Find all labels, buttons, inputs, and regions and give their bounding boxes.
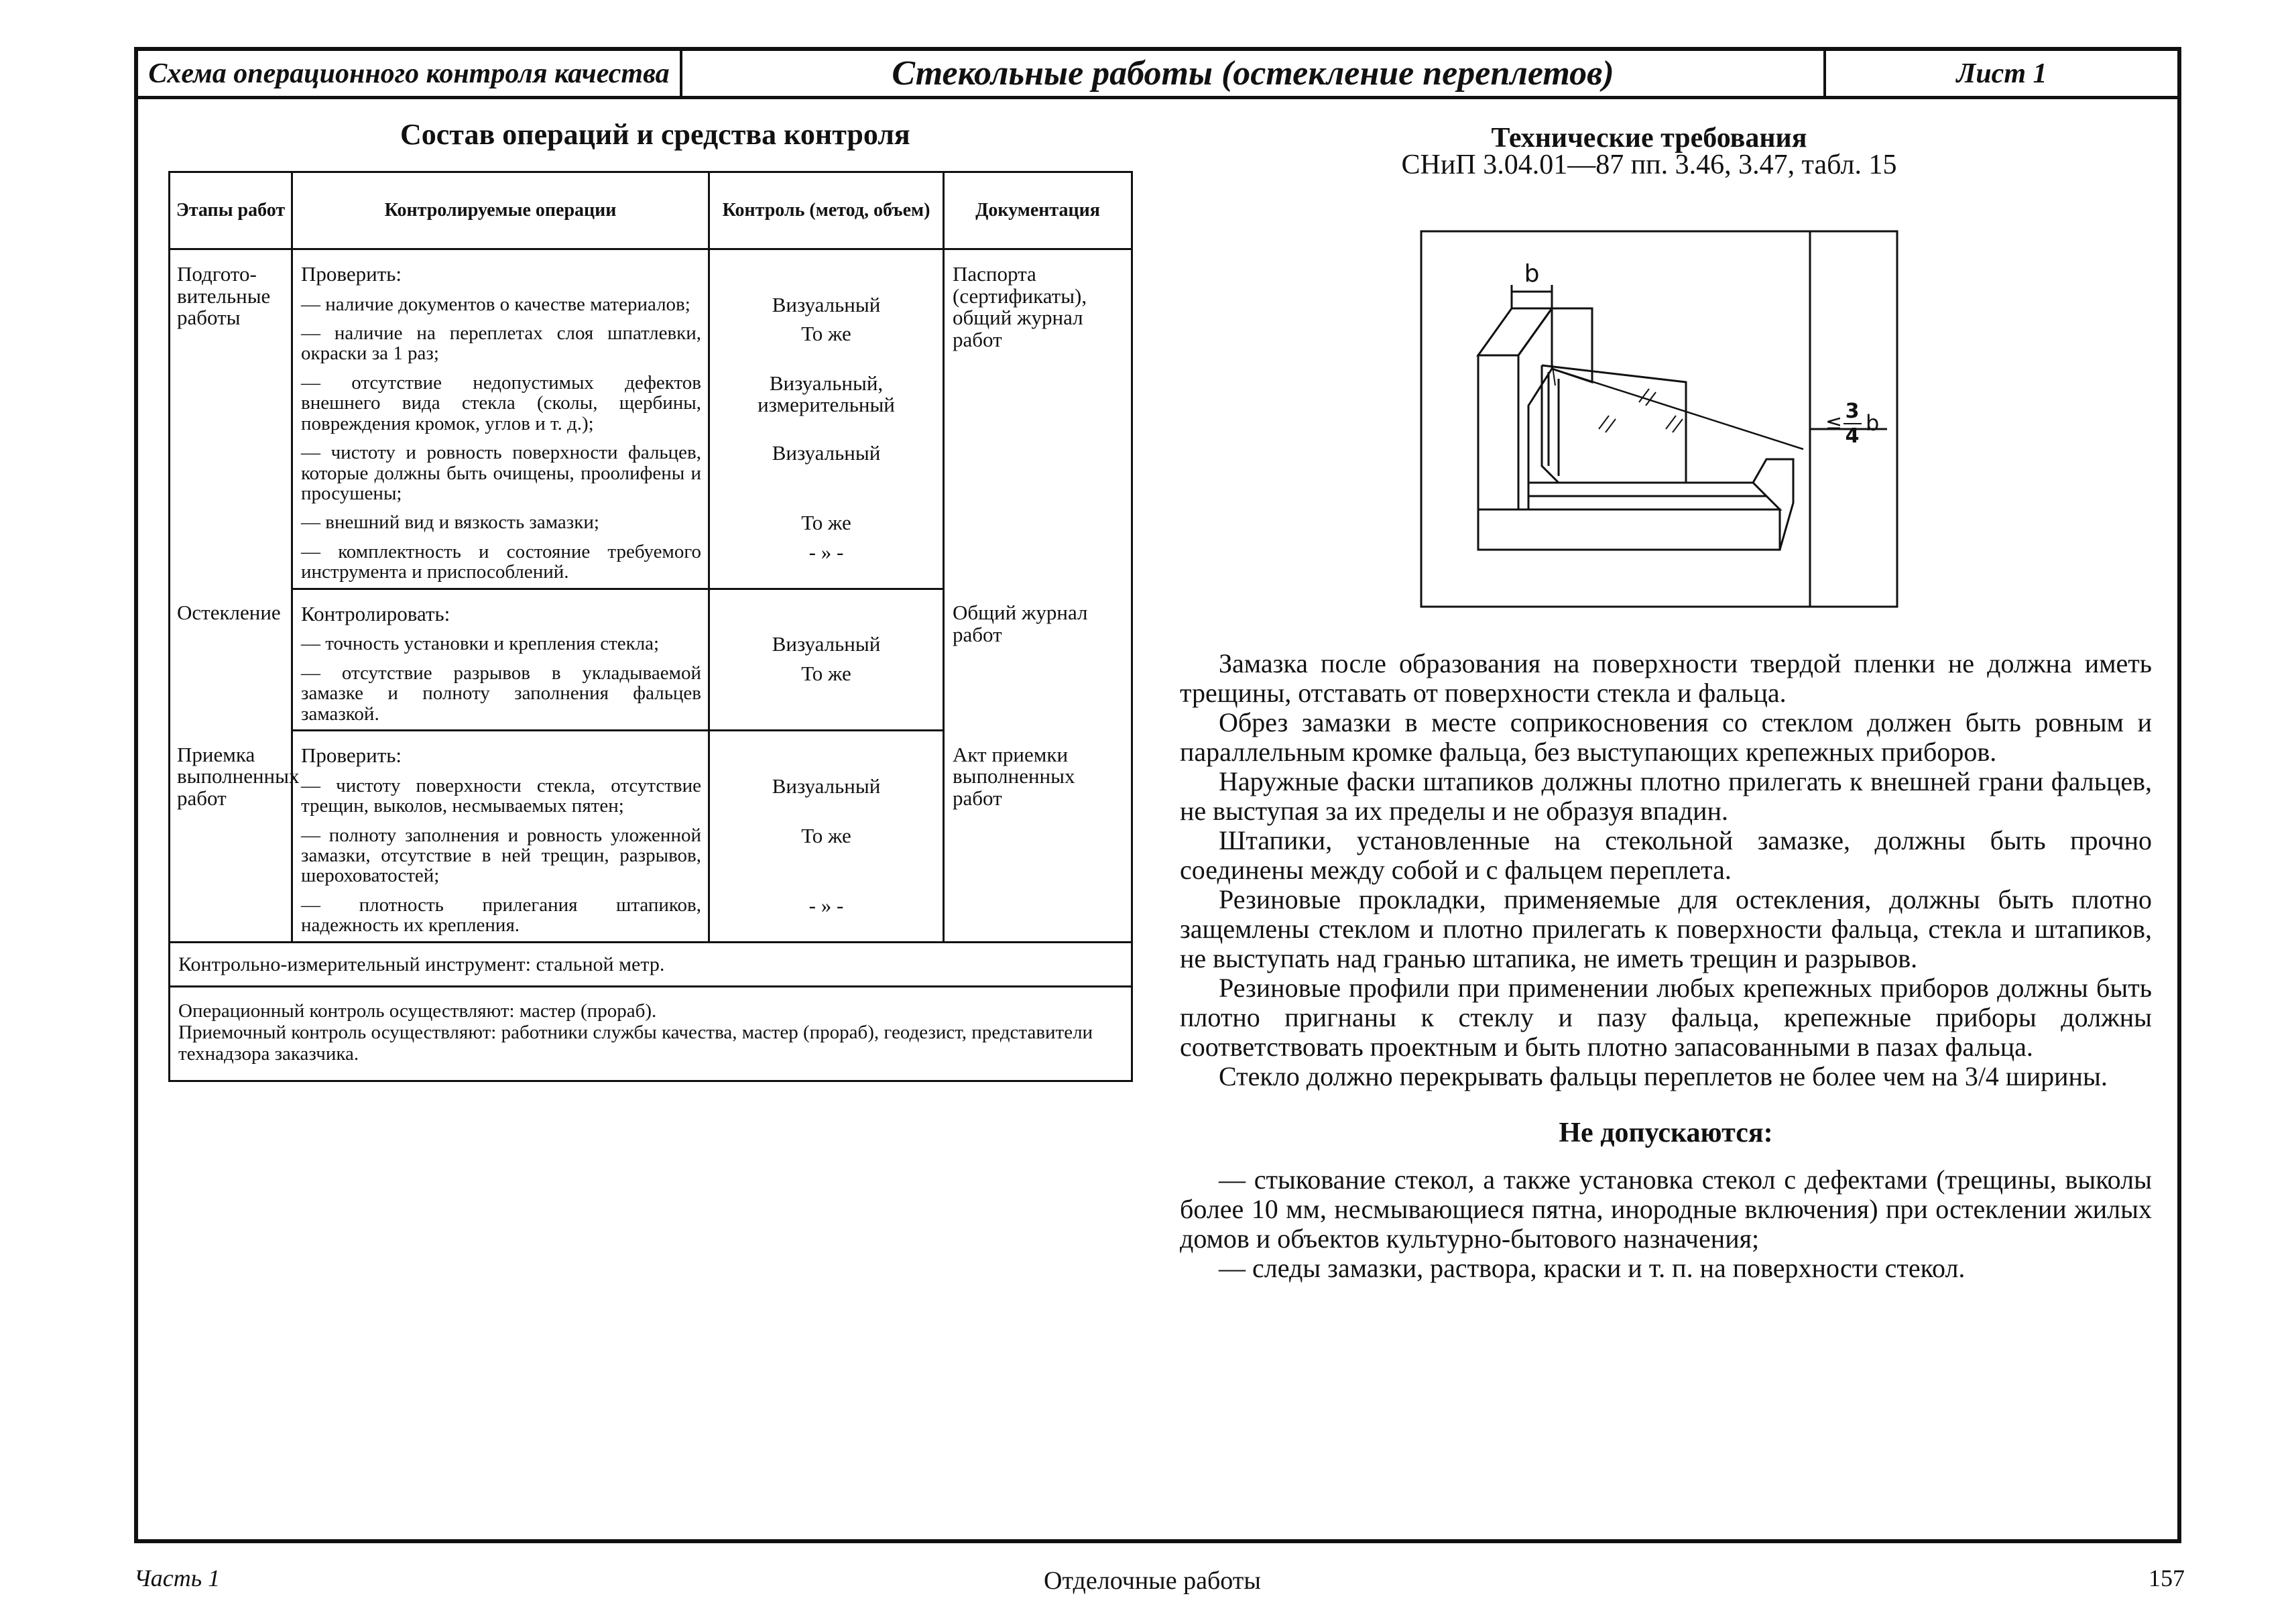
table-header-row — [170, 172, 1132, 249]
page-number: 157 — [2149, 1565, 2185, 1591]
not-allowed-heading: Не допускаются: — [1559, 1118, 1773, 1148]
column-header-operations: Контролируемые операции — [292, 172, 709, 249]
method-cell: Визуальный — [709, 630, 944, 659]
table-row — [170, 249, 1132, 291]
header-work-title: Стекольные работы (остекление переплетов) — [682, 51, 1826, 96]
frame-top-face — [1478, 308, 1552, 355]
label-b: b — [1524, 260, 1540, 288]
operation-intro: Проверить: — [292, 249, 709, 291]
header-bar — [138, 51, 2177, 99]
requirement-paragraph: Резиновые прокладки, применяемые для остекления, должны быть плотно защемлены стеклом и плотно прилегать к поверхности фальца, стекла и штапиков, не выступать над гранью штапика, не иметь трещин и разрывов. — [1180, 884, 2152, 973]
column-header-control: Контроль (метод, объем) — [709, 172, 944, 249]
method-cell: - » - — [709, 538, 944, 589]
operation-cell: — отсутствие недопустимых дефектов внешнего вида стекла (сколы, щербины, повреждения кромок, углов и т. д.); — [292, 369, 709, 439]
operation-cell: — наличие на переплетах слоя шпатлевки, окраски за 1 раз; — [292, 320, 709, 369]
stage-cell: Остекление — [170, 589, 292, 730]
footer-section: Отделочные работы — [1044, 1567, 1261, 1595]
not-allowed-item: — следы замазки, раствора, краски и т. п. на поверхности стекол. — [1219, 1253, 1966, 1283]
acceptance-control-note: Приемочный контроль осуществляют: работники службы качества, мастер (прораб), геодезист, представители технадзора заказчика. — [178, 1022, 1093, 1065]
instrument-note: Контрольно-измерительный инструмент: стальной метр. — [170, 942, 1132, 987]
snip-reference: СНиП 3.04.01—87 пп. 3.46, 3.47, табл. 15 — [1401, 149, 1897, 180]
method-cell: То же — [709, 509, 944, 538]
label-b-2: b — [1866, 410, 1880, 436]
frame-side-face — [1518, 308, 1552, 509]
tech-requirements-title: Технические требования — [1491, 123, 1807, 154]
requirement-paragraph: Штапики, установленные на стекольной замазке, должны быть прочно соединены между собой и с фальцем переплета. — [1180, 825, 2152, 885]
method-cell: Визуальный — [709, 772, 944, 822]
label-le: ≤ — [1825, 411, 1843, 434]
stage-cell: Подгото-вительные работы — [170, 249, 292, 589]
operational-control-note: Операционный контроль осуществляют: мастер (прораб). — [178, 1000, 657, 1022]
requirement-paragraph: Резиновые профили при применении любых крепежных приборов должны быть плотно пригнаны к стеклу и пазу фальца, крепежные приборы должны соответствовать проектным и быть плотно запасованными в пазах фальца. — [1180, 973, 2152, 1062]
glass-pane — [1542, 365, 1686, 483]
operation-cell: — чистоту и ровность поверхности фальцев, которые должны быть очищены, проолифены и просушены; — [292, 439, 709, 509]
glazing-rebate-drawing — [1418, 228, 1900, 610]
frame-front-face — [1478, 355, 1518, 509]
stage-group-preparation — [170, 249, 1132, 589]
control-row — [170, 987, 1132, 1081]
documentation-cell: Общий журнал работ — [944, 589, 1132, 730]
stage-group-glazing — [170, 589, 1132, 730]
label-fraction-den: 4 — [1845, 424, 1860, 448]
operation-cell: — точность установки и крепления стекла; — [292, 630, 709, 659]
not-allowed-item: — стыкование стекол, а также установка стекол с дефектами (трещины, выколы более 10 мм, несмывающиеся пятна, инородные включения) при остеклении жилых домов и объектов культурно-бытового назначения; — [1180, 1164, 2152, 1254]
operations-table — [168, 171, 1133, 1082]
documentation-cell: Паспорта (сертификаты), общий журнал работ — [944, 249, 1132, 589]
method-cell: Визуальный — [709, 291, 944, 320]
operation-cell: — внешний вид и вязкость замазки; — [292, 509, 709, 538]
instrument-row — [170, 942, 1132, 987]
requirement-paragraph: Стекло должно перекрывать фальцы переплетов не более чем на 3/4 ширины. — [1219, 1061, 2108, 1091]
table-row — [170, 589, 1132, 630]
requirements-text — [1180, 649, 2152, 1283]
label-fraction-num: 3 — [1845, 400, 1860, 423]
column-header-documentation: Документация — [944, 172, 1132, 249]
frame-bottom-front — [1478, 509, 1780, 550]
method-cell: - » - — [709, 892, 944, 942]
operation-cell: — отсутствие разрывов в укладываемой замазке и полноту заполнения фальцев замазкой. — [292, 660, 709, 731]
operation-cell: — полноту заполнения и ровность уложенной замазки, отсутствие в ней трещин, разрывов, шероховатостей; — [292, 822, 709, 892]
operation-cell: — наличие документов о качестве материалов; — [292, 291, 709, 320]
method-cell: То же — [709, 320, 944, 369]
header-scheme-title: Схема операционного контроля качества — [138, 51, 682, 96]
operation-cell: — чистоту поверхности стекла, отсутствие трещин, выколов, несмываемых пятен; — [292, 772, 709, 822]
requirement-paragraph: Замазка после образования на поверхности твердой пленки не должна иметь трещины, отставать от поверхности стекла и фальца. — [1180, 648, 2152, 708]
stage-group-acceptance — [170, 731, 1132, 943]
method-cell: То же — [709, 822, 944, 892]
stage-cell: Приемка выполненных работ — [170, 731, 292, 943]
header-sheet-number: Лист 1 — [1956, 58, 2047, 89]
control-note — [170, 987, 1132, 1081]
method-cell: Визуальный, измерительный — [709, 369, 944, 439]
requirement-paragraph: Обрез замазки в месте соприкосновения со стеклом должен быть ровным и параллельным кромке фальца, без выступающих крепежных приборов. — [1180, 707, 2152, 767]
operation-cell: — комплектность и состояние требуемого инструмента и приспособлений. — [292, 538, 709, 589]
method-cell: То же — [709, 660, 944, 731]
operation-cell: — плотность прилегания штапиков, надежность их крепления. — [292, 892, 709, 942]
table-row — [170, 731, 1132, 772]
footer-part: Часть 1 — [134, 1565, 221, 1591]
method-cell: Визуальный — [709, 439, 944, 509]
operation-intro: Проверить: — [292, 731, 709, 772]
documentation-cell: Акт приемки выполненных работ — [944, 731, 1132, 943]
column-header-stage: Этапы работ — [170, 172, 292, 249]
operations-table-title: Состав операций и средства контроля — [400, 118, 910, 151]
requirement-paragraph: Наружные фаски штапиков должны плотно прилегать к внешней грани фальцев, не выступая за их пределы и не образуя впадин. — [1180, 766, 2152, 826]
operation-intro: Контролировать: — [292, 589, 709, 630]
